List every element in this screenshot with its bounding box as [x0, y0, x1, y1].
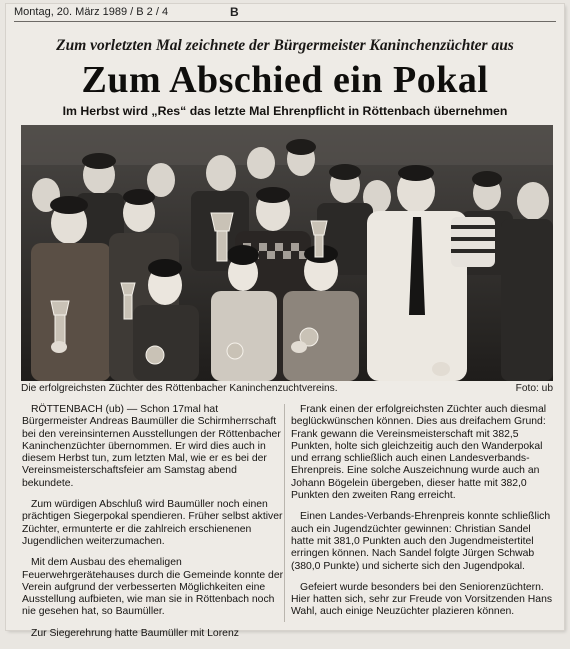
- article-headline: Zum Abschied ein Pokal: [81, 59, 489, 101]
- paragraph: RÖTTENBACH (ub) — Schon 17mal hat Bürgermeister Andreas Baumüller die Schirmherrschaft bei den vereinsinternen Ausstellungen der Röttenbacher Kaninchenzüchter übernommen. Er wird dies auch in diesem Herbst tun, zum letzten Mal, wie er es bei der Vereinsmeisterschaftsfeier am Samstag abend bekundete.: [22, 404, 281, 489]
- article-kicker: Zum vorletzten Mal zeichnete der Bürgermeister Kaninchenzüchter aus: [56, 37, 514, 54]
- article-column-left: [22, 404, 284, 649]
- article-column-right: [291, 404, 553, 628]
- paragraph: Einen Landes-Verbands-Ehrenpreis konnte schließlich auch ein Jugendzüchter gewinnen: Christian Sandel hatte mit 381,0 Punkten auch den Jugendmeistertitel erringen können. Nach Sandel folgte Jürgen Schwab (380,0 Punkte) und sicherte sich den Jugendpokal.: [291, 511, 551, 572]
- paragraph: Zur Siegerehrung hatte Baumüller mit Lorenz: [31, 627, 239, 639]
- group-photo: [21, 125, 553, 381]
- photo-caption: Die erfolgreichsten Züchter des Röttenbacher Kaninchenzuchtvereins.: [21, 383, 338, 394]
- group-photo-image: [21, 125, 553, 381]
- dateline: [14, 5, 556, 22]
- paragraph: Gefeiert wurde besonders bei den Seniorenzüchtern. Hier hatten sich, sehr zur Freude von Vorsitzenden Hans Wahl, auch einige Neuzüchter plazieren können.: [291, 581, 553, 618]
- photo-credit: Foto: ub: [515, 383, 553, 394]
- paragraph: Mit dem Ausbau des ehemaligen Feuerwehrgerätehauses durch die Gemeinde konnte der Verein aufgrund der verbesserten Möglichkeiten eine Ausstellung aufbieten, wie man sie in Röttenbach noch nie gesehen hat, so Baumüller.: [22, 557, 284, 618]
- paragraph: Zum würdigen Abschluß wird Baumüller noch einen prächtigen Siegerpokal spendieren. Früher selbst aktiver Züchter, ermunterte er die zahlreich erschienenen Jugendlichen weiterzumachen.: [22, 499, 283, 547]
- photo-caption-row: [21, 383, 553, 397]
- paragraph: Frank einen der erfolgreichsten Züchter auch diesmal beglückwünschen können. Dies aus dreifachem Grund: Frank gewann die Vereinsmeisterschaft mit 382,5 Punkten, holte sich gleichzeitig auch den Wanderpokal und errang schließlich auch einen Landesverbands-Ehrenpreis. Eine solche Auszeichnung wurde auch an Johann Bögelein übergeben, dieser hatte mit 382,0 Punkten den zweiten Rang erreicht.: [291, 404, 547, 502]
- column-divider: [284, 404, 285, 622]
- article-subhead: Im Herbst wird „Res“ das letzte Mal Ehrenpflicht in Röttenbach übernehmen: [62, 104, 508, 118]
- dateline-date: Montag, 20. März 1989 / B 2 / 4: [14, 6, 169, 18]
- page-mark: B: [230, 5, 239, 19]
